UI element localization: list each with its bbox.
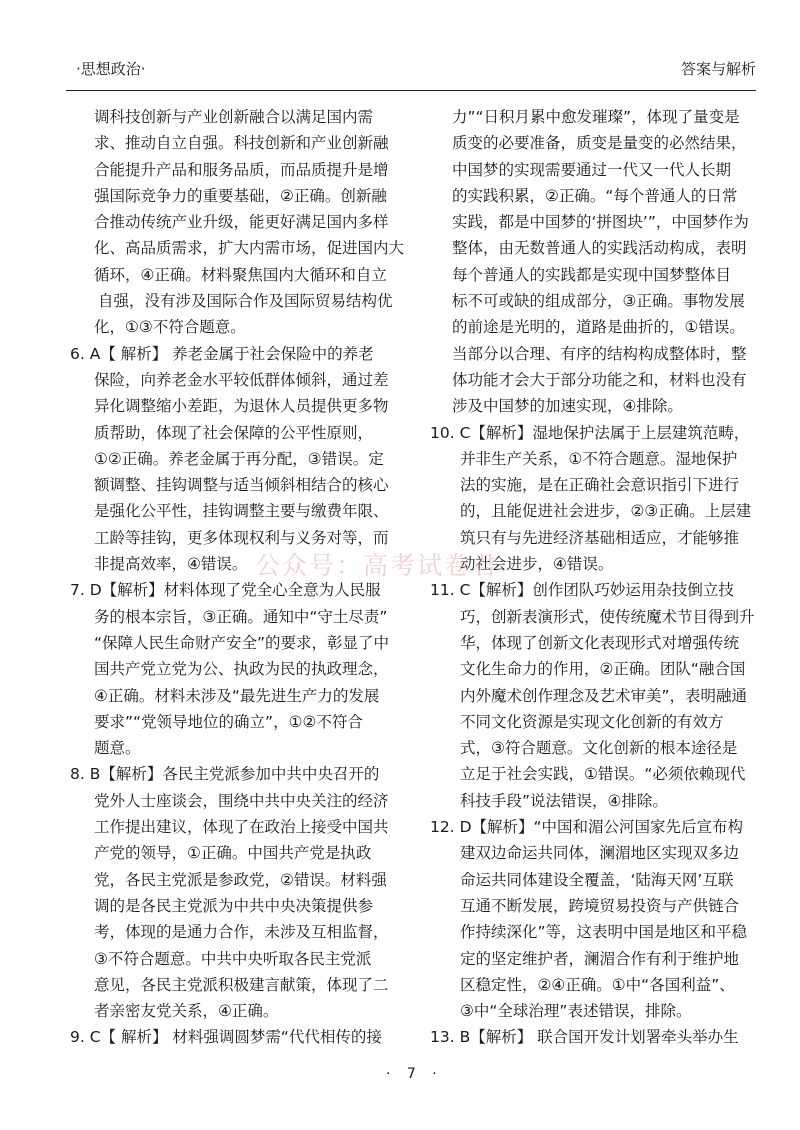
text-line: ④正确。材料未涉及“最先进生产力的发展 xyxy=(94,686,380,705)
text-line: 求、推动自立自强。科技创新和产业创新融 xyxy=(94,134,389,153)
header-section: 答案与解析 xyxy=(680,60,756,78)
header-divider xyxy=(66,90,756,91)
header-subject: ·思想政治· xyxy=(76,60,146,78)
text-line: 国共产党立党为公、执政为民的执政理念， xyxy=(94,660,389,679)
text-line: 合推动传统产业升级，能更好满足国内多样 xyxy=(94,213,389,232)
text-line: 循环，④正确。材料聚焦国内大循环和自立 xyxy=(94,265,387,284)
text-line: 实践，都是中国梦的‘拼图块’”，中国梦作为 xyxy=(452,213,749,232)
text-line: 调科技创新与产业创新融合以满足国内需 xyxy=(94,108,374,126)
text-line: 定的坚定维护者，澜湄合作有利于维护地 xyxy=(460,949,740,968)
text-line: “保障人民生命财产安全”的要求，彰显了中 xyxy=(94,633,390,652)
text-line: 建双边命运共同体，澜湄地区实现双多边 xyxy=(460,844,740,863)
text-line: 务的根本宗旨，③正确。通知中“守土尽责” xyxy=(94,607,388,626)
text-line: 产党的领导，①正确。中国共产党是执政 xyxy=(94,844,372,863)
text-line: 每个普通人的实践都是实现中国梦整体目 xyxy=(452,265,732,284)
text-line: 考，体现的是通力合作，未涉及互相监督， xyxy=(94,923,389,942)
text-line: 工作提出建议，体现了在政治上接受中国共 xyxy=(94,818,389,837)
text-line: 立足于社会实践，①错误。“必须依赖现代 xyxy=(460,765,746,784)
watermark: 公众号：高考试卷君 xyxy=(255,551,499,580)
text-line: 者亲密友党关系，④正确。 xyxy=(94,1002,279,1021)
text-line: 科技手段”说法错误，④排除。 xyxy=(460,791,668,810)
text-line: 动社会进步，④错误。 xyxy=(460,555,614,574)
text-line: 8. B【解析】各民主党派参加中共中央召开的 xyxy=(70,765,380,784)
text-line: 党外人士座谈会，围绕中共中央关注的经济 xyxy=(94,791,389,810)
text-line: 巧，创新表演形式，使传统魔术节目得到升 xyxy=(460,607,755,626)
text-line: 12. D【解析】“中国和湄公河国家先后宣布构 xyxy=(430,818,744,837)
text-line: 筑只有与先进经济基础相适应，才能够推 xyxy=(460,528,740,547)
text-line: 命运共同体建设全覆盖，‘陆海天网’互联 xyxy=(460,870,734,889)
text-line: 11. C【解析】创作团队巧妙运用杂技倒立技 xyxy=(430,581,734,600)
text-line: 内外魔术创作理念及艺术审美”，表明融通 xyxy=(460,686,748,705)
text-line: 质帮助，体现了社会保障的公平性原则， xyxy=(94,423,374,442)
text-line: 是强化公平性，挂钩调整主要与缴费年限、 xyxy=(94,502,389,521)
text-line: 力”“日积月累中愈发璀璨”，体现了量变是 xyxy=(452,108,740,126)
text-line: 作持续深化”等，这表明中国是地区和平稳 xyxy=(460,923,748,942)
text-line: 13. B【解析】 联合国开发计划署牵头举办生 xyxy=(430,1028,739,1047)
text-line: 党，各民主党派是参政党，②错误。材料强 xyxy=(94,870,387,889)
text-line: 的前途是光明的，道路是曲折的，①错误。 xyxy=(452,318,745,337)
text-line: 互通不断发展，跨境贸易投资与产供链合 xyxy=(460,896,740,915)
text-line: 化，①③不符合题意。 xyxy=(94,318,246,337)
text-line: 中国梦的实现需要通过一代又一代人长期 xyxy=(452,160,732,179)
text-line: 保险，向养老金水平较低群体倾斜，通过差 xyxy=(94,370,389,389)
text-line: 强国际竞争力的重要基础，②正确。创新融 xyxy=(94,186,387,205)
text-line: 题意。 xyxy=(94,739,141,758)
text-line: 的，且能促进社会进步，②③正确。上层建 xyxy=(460,502,752,521)
text-line: 当部分以合理、有序的结构构成整体时，整 xyxy=(452,344,747,363)
text-line: 区稳定性，②④正确。①中“各国利益”、 xyxy=(460,975,735,994)
text-line: 工龄等挂钩，更多体现权利与义务对等，而 xyxy=(94,528,389,547)
text-line: 整体，由无数普通人的实践活动构成，表明 xyxy=(452,239,747,258)
text-line: 文化生命力的作用，②正确。团队“融合国 xyxy=(460,660,746,679)
text-line: 7. D【解析】材料体现了党全心全意为人民服 xyxy=(70,581,381,600)
text-line: 不同文化资源是实现文化创新的有效方 xyxy=(460,712,724,731)
text-line: 调的是各民主党派为中共中央决策提供参 xyxy=(94,896,374,915)
page-number: · 7 · xyxy=(386,1066,443,1082)
text-line: 10. C【解析】湿地保护法属于上层建筑范畴， xyxy=(430,423,750,442)
text-line: 体功能才会大于部分功能之和，材料也没有 xyxy=(452,370,747,389)
text-line: 华，体现了创新文化表现形式对增强传统 xyxy=(460,633,740,652)
text-line: 非提高效率，④错误。 xyxy=(94,555,248,574)
text-line: 质变的必要准备，质变是量变的必然结果， xyxy=(452,134,747,153)
text-line: 涉及中国梦的加速实现，④排除。 xyxy=(452,397,683,416)
text-line: 并非生产关系，①不符合题意。湿地保护 xyxy=(460,449,738,468)
text-line: ③不符合题意。中共中央听取各民主党派 xyxy=(94,949,372,968)
text-line: 9. C【 解析】 材料强调圆梦需“代代相传的接 xyxy=(70,1028,382,1047)
text-line: 要求”“党领导地位的确立”，①②不符合 xyxy=(94,712,363,731)
text-line: ①②正确。养老金属于再分配，③错误。定 xyxy=(94,449,384,468)
text-line: 6. A【 解析】 养老金属于社会保险中的养老 xyxy=(70,344,374,363)
text-line: 意见，各民主党派积极建言献策，体现了二 xyxy=(94,975,389,994)
text-line: 异化调整缩小差距，为退休人员提供更多物 xyxy=(94,397,389,416)
text-line: 化、高品质需求，扩大内需市场，促进国内大 xyxy=(94,239,405,258)
text-line: 标不可或缺的组成部分，③正确。事物发展 xyxy=(452,292,745,311)
text-line: ③中“全球治理”表述错误，排除。 xyxy=(460,1002,692,1021)
text-line: 法的实施，是在正确社会意识指引下进行 xyxy=(460,476,740,495)
text-line: 的实践积累，②正确。“每个普通人的日常 xyxy=(452,186,738,205)
text-line: 自强，没有涉及国际合作及国际贸易结构优 xyxy=(98,292,393,311)
text-line: 式，③符合题意。文化创新的根本途径是 xyxy=(460,739,738,758)
text-line: 额调整、挂钩调整与适当倾斜相结合的核心 xyxy=(94,476,389,495)
text-line: 合能提升产品和服务品质，而品质提升是增 xyxy=(94,160,389,179)
